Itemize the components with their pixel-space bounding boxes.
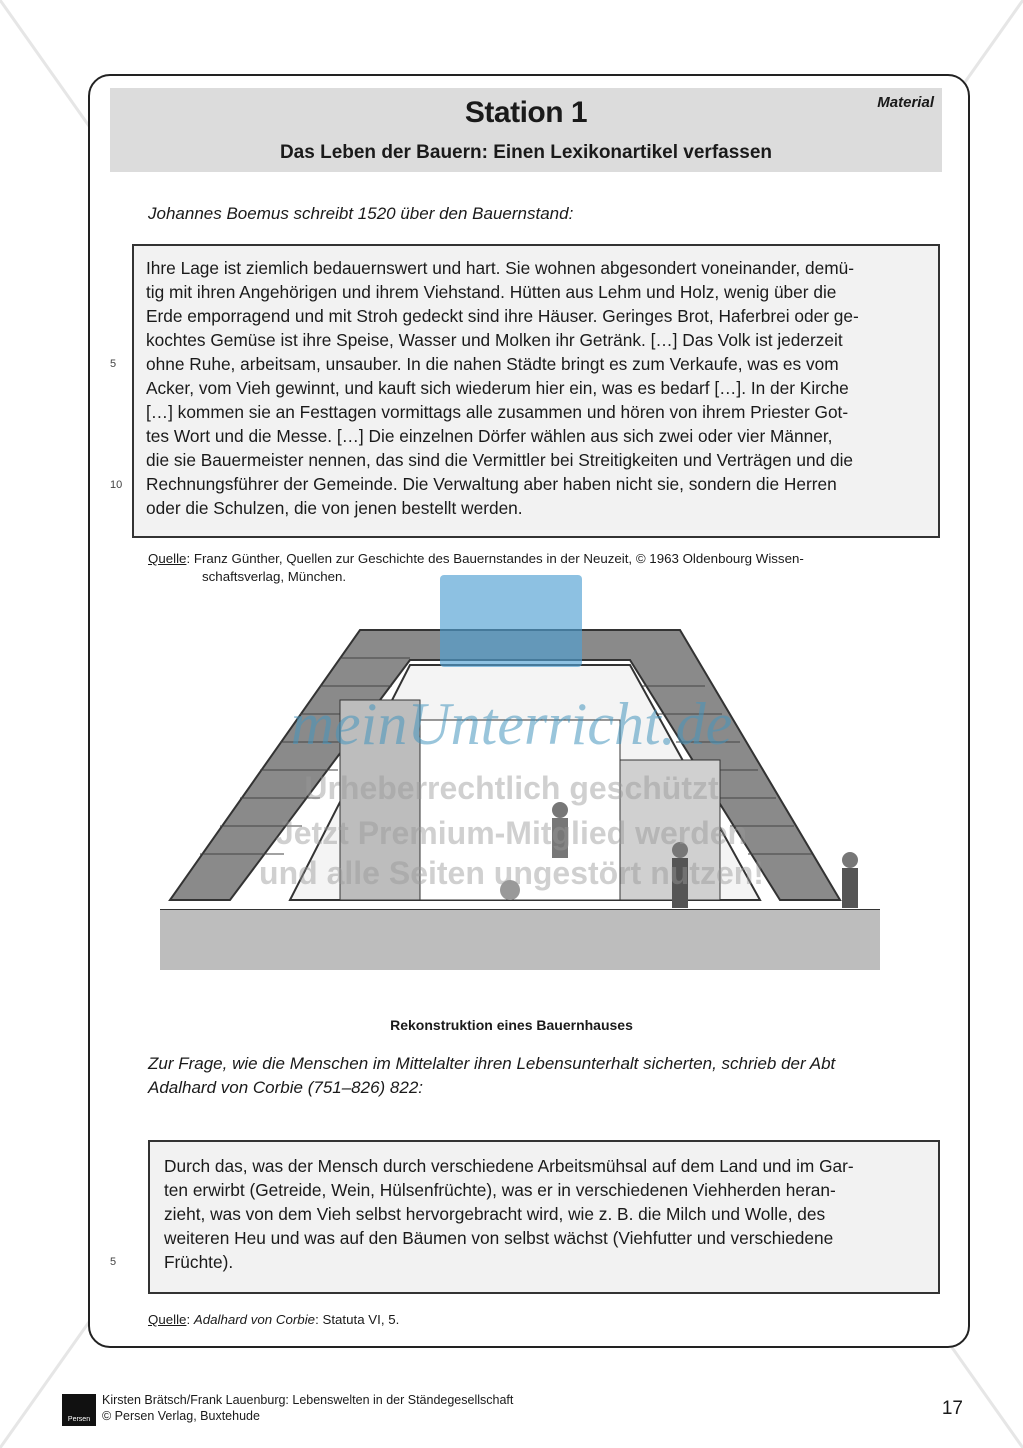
quote-text-1 — [146, 256, 932, 520]
source2 — [148, 1311, 399, 1329]
page-title: Station 1 — [464, 96, 588, 129]
footer-line2: © Persen Verlag, Buxtehude — [102, 1409, 260, 1423]
farmhouse-illustration — [160, 610, 880, 1010]
quote-line: tes Wort und die Messe. […] Die einzelnen Dörfer wählen aus sich zwei oder vier Männer, — [146, 426, 833, 446]
page-number: 17 — [941, 1398, 963, 1419]
quote-line: Früchte). — [164, 1252, 234, 1272]
source-label: Quelle — [148, 1312, 187, 1327]
watermark-line3: und alle Seiten ungestört nutzen! — [259, 855, 764, 891]
image-caption: Rekonstruktion eines Bauernhauses — [390, 1017, 633, 1033]
source-rest: : Statuta VI, 5. — [315, 1312, 400, 1327]
watermark-line2: Jetzt Premium-Mitglied werden — [275, 815, 748, 851]
source-label: Quelle — [148, 551, 187, 566]
source1-line1: : Franz Günther, Quellen zur Geschichte des Bauernstandes in der Neuzeit, © 1963 Oldenbourg Wissen- — [186, 551, 804, 566]
quote-line: Acker, vom Vieh gewinnt, und kauft sich wiederum hier ein, was es bedarf […]. In der Kirche — [146, 378, 849, 398]
footer-line1: Kirsten Brätsch/Frank Lauenburg: Lebenswelten in der Ständegesellschaft — [102, 1393, 514, 1407]
quote-line: weiteren Heu und was auf den Bäumen von selbst wächst (Viehfutter und verschiedene — [164, 1228, 834, 1248]
publisher-logo: Persen — [62, 1394, 96, 1426]
source-sep: : — [186, 1312, 194, 1327]
line-number-5: 5 — [110, 358, 117, 370]
quote-line: ohne Ruhe, arbeitsam, unsauber. In die nahen Städte bringt es zum Verkaufe, was es vom — [146, 354, 839, 374]
quote-line: ten erwirbt (Getreide, Wein, Hülsenfrüchte), was er in verschiedenen Viehherden heran- — [164, 1180, 836, 1200]
page-subtitle: Das Leben der Bauern: Einen Lexikonartikel verfassen — [279, 142, 773, 163]
quote-line: Erde emporragend und mit Stroh gedeckt sind ihre Häuser. Geringes Brot, Haferbrei oder ge- — [146, 306, 859, 326]
line-number-10: 10 — [110, 479, 123, 491]
line-number-5: 5 — [110, 1256, 117, 1268]
footer-credits — [102, 1392, 513, 1424]
quote-line: Durch das, was der Mensch durch verschiedene Arbeitsmühsal auf dem Land und im Gar- — [164, 1156, 854, 1176]
watermark-line1: Urheberrechtlich geschützt — [304, 770, 719, 806]
source1-line2: schaftsverlag, München. — [202, 569, 347, 584]
quote-line: tig mit ihren Angehörigen und ihrem Viehstand. Hütten aus Lehm und Holz, wenig über die — [146, 282, 837, 302]
source2-intro-line1: Zur Frage, wie die Menschen im Mittelalter ihren Lebensunterhalt sicherten, schrieb der Abt — [148, 1054, 836, 1073]
quote-line: […] kommen sie an Festtagen vormittags alle zusammen und hören von ihrem Priester Got- — [146, 402, 849, 422]
quote-line: kochtes Gemüse ist ihre Speise, Wasser und Molken ihr Getränk. […] Das Volk ist jederzeit — [146, 330, 843, 350]
quote-line: Ihre Lage ist ziemlich bedauernswert und hart. Sie wohnen abgesondert voneinander, demü- — [146, 258, 855, 278]
quote-line: die sie Bauermeister nennen, das sind die Vermittler bei Streitigkeiten und Verträgen und die — [146, 450, 854, 470]
source1-intro: Johannes Boemus schreibt 1520 über den Bauernstand: — [148, 204, 574, 223]
quote-text-2 — [164, 1154, 930, 1274]
quote-line: Rechnungsführer der Gemeinde. Die Verwaltung aber haben nicht sie, sondern die Herren — [146, 474, 837, 494]
watermark-logo: meinUnterricht.de — [290, 691, 733, 757]
source2-intro-line2: Adalhard von Corbie (751–826) 822: — [148, 1078, 424, 1097]
quote-line: zieht, was von dem Vieh selbst hervorgebracht wird, wie z. B. die Milch und Wolle, des — [164, 1204, 826, 1224]
quote-line: oder die Schulzen, die von jenen bestellt werden. — [146, 498, 523, 518]
source-author: Adalhard von Corbie — [193, 1312, 316, 1327]
header-bar — [110, 88, 942, 172]
watermark-briefcase-icon — [440, 575, 582, 667]
source1 — [148, 550, 928, 568]
material-label: Material — [877, 94, 934, 111]
